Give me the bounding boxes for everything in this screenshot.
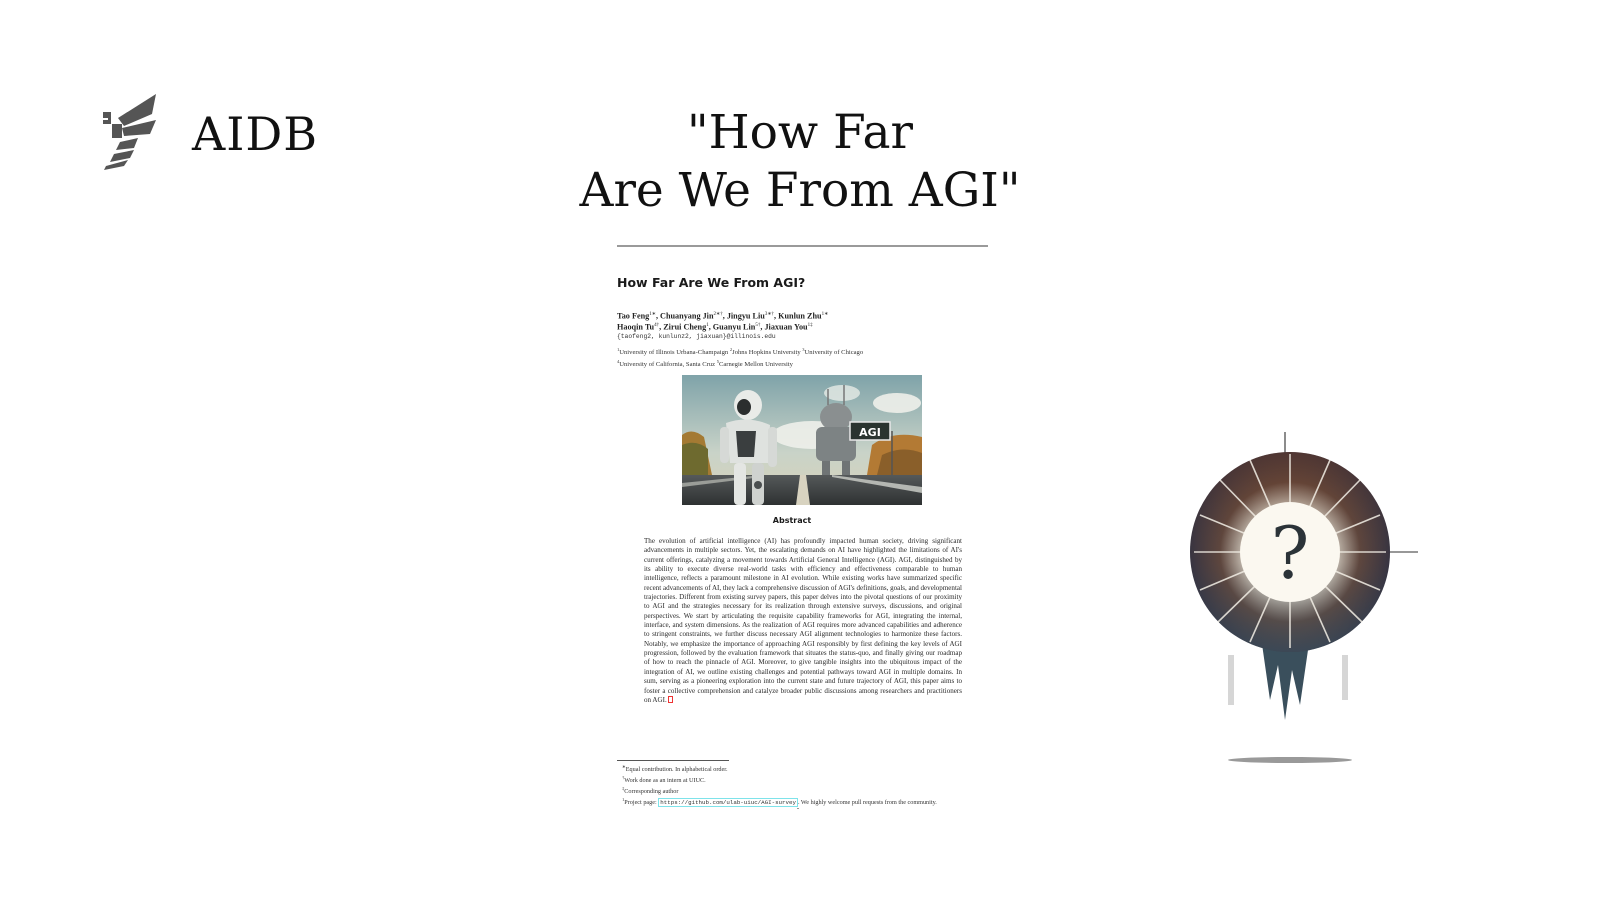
footnote: †Work done as an intern at UIUC. [622,774,706,784]
svg-text:?: ? [1270,511,1310,595]
svg-text:AGI: AGI [859,426,881,439]
slide-title-line-1: "How Far [687,105,913,160]
footnote-divider [617,760,729,761]
page-marker [797,808,799,809]
abstract-text: The evolution of artificial intelligence (AI) has profoundly impacted human society, driving significant advancements in multiple sectors. Yet, the escalating demands on AI have highlighted the limitations of AI's current offerings, catalyzing a movement towards Artificial General Intelligence (AGI). AGI, distinguished by its ability to execute diverse real-world tasks with efficiency and effectiveness comparable to human intelligence, reflects a paramount milestone in AI evolution. While existing works have summarized specific recent advancements of AI, they lack a comprehensive discussion of AGI's definitions, goals, and developmental trajectories. Different from existing survey papers, this paper delves into the pivotal questions of our proximity to AGI and the strategies necessary for its realization through extensive surveys, discussions, and original perspectives. We start by articulating the requisite capability frameworks for AGI, integrating the internal, interface, and system dimensions. As the realization of AGI requires more advanced capabilities and adherence to stringent constraints, we further discuss necessary AGI alignment technologies to harmonize these factors. Notably, we emphasize the importance of approaching AGI responsibly by first defining the key levels of AGI progression, followed by the evaluation framework that situates the status-quo, and finally giving our roadmap of how to reach the pinnacle of AGI. Moreover, to give tangible insights into the ubiquitous impact of the integration of AI, we outline existing challenges and potential pathways toward AGI in multiple domains. In sum, serving as a pioneering exploration into the current state and future trajectory of AGI, this paper aims to foster a collective comprehension and catalyze broader public discussions among researchers and practitioners on AGI. [644,537,962,704]
footnote-project-page: $^1$Project page: https://github.com/ulab-uiuc/AGI-survey . We highly welcome pull requests from the community. [622,796,937,806]
footnote: ∗Equal contribution. In alphabetical order. [622,764,728,774]
brand-logo [100,94,318,174]
question-mark-orb-icon [1190,430,1420,780]
slide-title-line-2: Are We From AGI" [579,163,1021,218]
citation-link[interactable] [668,696,673,703]
paper-authors: Tao Feng$^{1∗}$, Chuanyang Jin$^{2∗\dagger}$, Jingyu Liu$^{3∗\dagger}$, Kunlun Zhu$^{1∗}$ Haoqin $Tu^{4\dagger}$, Zirui Cheng$^1$, Guanyu Lin$^{5\dagger}$, Jiaxuan You$^{1\ddagger}$ [617,311,829,332]
author-email: {taofeng2, kunlunz2, jiaxuan}@illinois.edu [617,333,776,340]
paper-title: How Far Are We From AGI? [617,275,806,290]
hero-image [682,375,922,505]
footnotes [622,763,937,806]
slide-title [480,104,1120,220]
bee-icon [100,94,162,174]
paper-first-page [617,270,977,815]
abstract-heading: Abstract [772,516,812,525]
brand-name: AIDB [192,107,319,161]
affiliations: $^1$University of Illinois Urbana-Champaign $^2$Johns Hopkins University $^3$University of Chicago $^4$University of California, Santa Cruz $^5$Carnegie Mellon University [617,347,864,368]
title-divider [617,245,988,247]
footnote: ‡Corresponding author [622,785,679,795]
project-url-link[interactable]: https://github.com/ulab-uiuc/AGI-survey [660,798,796,806]
